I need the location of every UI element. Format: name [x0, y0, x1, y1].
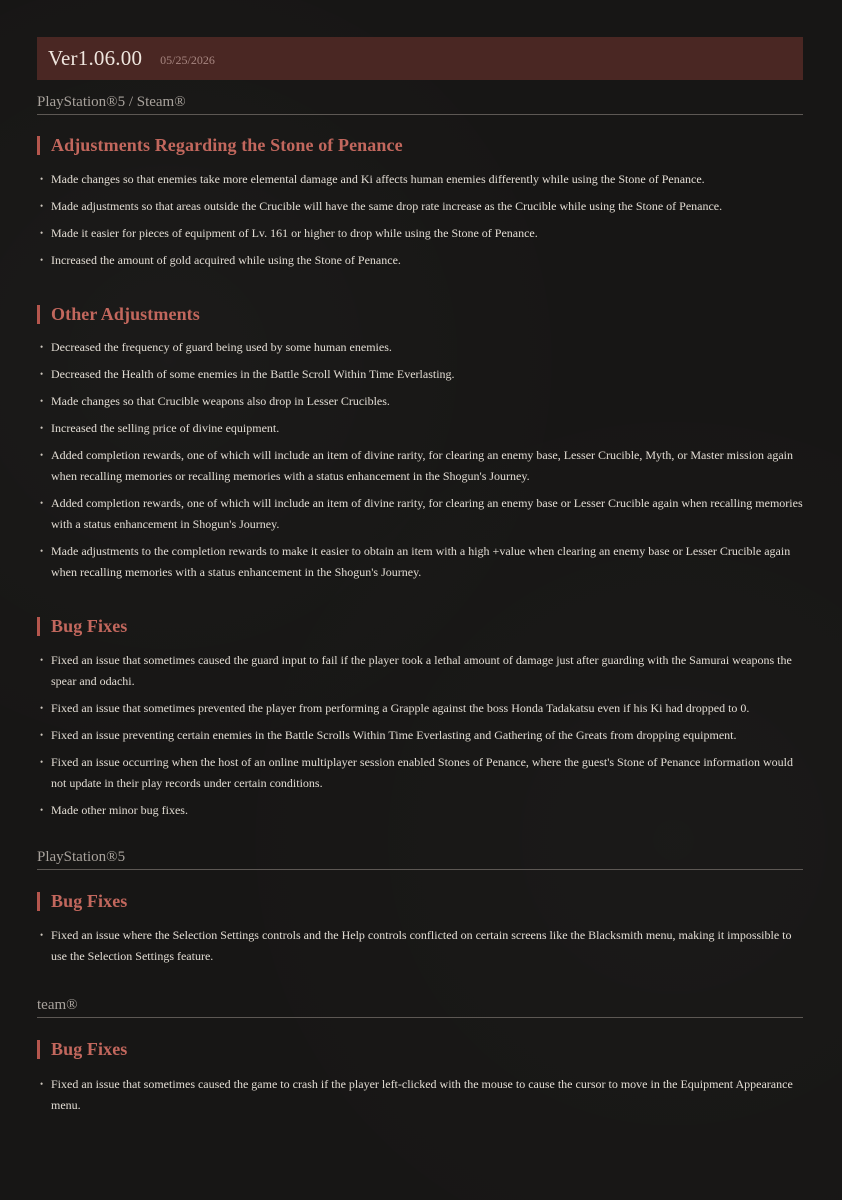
list-item-text: Fixed an issue that sometimes caused the game to crash if the player left-clicked with the mouse to cause the cursor to move in the Equipment Appearance menu. — [51, 1077, 793, 1112]
version-date: 05/25/2026 — [160, 53, 215, 67]
item-list — [37, 1074, 803, 1116]
platform-label: PlayStation®5 — [37, 848, 803, 870]
section-title: Other Adjustments — [51, 303, 200, 324]
bullet-icon: • — [40, 930, 44, 940]
version-title: Ver1.06.00 — [48, 46, 143, 70]
item-list — [37, 925, 803, 967]
bullet-icon: • — [40, 655, 44, 665]
section-title: Bug Fixes — [51, 890, 128, 911]
list-item — [37, 364, 803, 385]
section-marker — [37, 1040, 40, 1059]
bullet-icon: • — [40, 703, 44, 713]
bullet-icon: • — [40, 342, 44, 352]
list-item-text: Fixed an issue that sometimes prevented the player from performing a Grapple against the boss Honda Tadakatsu even if his Ki had dropped to 0. — [51, 701, 750, 715]
section-title: Bug Fixes — [51, 1038, 128, 1059]
item-list — [37, 337, 803, 583]
list-item-text: Added completion rewards, one of which will include an item of divine rarity, for clearing an enemy base, Lesser Crucible, Myth, or Master mission again when recalling memories or recalling memories with a status enhancement in the Shogun's Journey. — [51, 448, 794, 483]
list-item-text: Fixed an issue preventing certain enemies in the Battle Scrolls Within Time Everlasting and Gathering of the Greats from dropping equipment. — [51, 728, 737, 742]
list-item-text: Added completion rewards, one of which will include an item of divine rarity, for clearing an enemy base or Lesser Crucible again when recalling memories with a status enhancement in Shogun's Journey. — [51, 496, 803, 531]
list-item — [37, 196, 803, 217]
list-item-text: Made adjustments so that areas outside the Crucible will have the same drop rate increase as the Crucible while using the Stone of Penance. — [51, 199, 723, 213]
bullet-icon: • — [40, 255, 44, 265]
list-item — [37, 250, 803, 271]
list-item-text: Increased the amount of gold acquired while using the Stone of Penance. — [51, 253, 401, 267]
list-item-text: Made adjustments to the completion rewards to make it easier to obtain an item with a high +value when clearing an enemy base or Lesser Crucible again when recalling memories with a status enhancement in the Shogun's Journey. — [51, 544, 791, 579]
platform-block-ps5-steam — [37, 93, 803, 821]
list-item — [37, 725, 803, 746]
bullet-icon: • — [40, 757, 44, 767]
list-item-text: Made other minor bug fixes. — [51, 803, 188, 817]
bullet-icon: • — [40, 369, 44, 379]
section-stone-of-penance — [37, 135, 803, 271]
section-heading — [37, 891, 803, 911]
list-item-text: Fixed an issue that sometimes caused the guard input to fail if the player took a lethal amount of damage just after guarding with the Samurai weapons the spear and odachi. — [51, 653, 792, 688]
list-item — [37, 752, 803, 794]
section-other-adjustments — [37, 304, 803, 583]
list-item — [37, 391, 803, 412]
list-item-text: Fixed an issue occurring when the host of an online multiplayer session enabled Stones of Penance, where the guest's Stone of Penance information would not update in their play records under certain conditions. — [51, 755, 793, 790]
section-marker — [37, 617, 40, 636]
list-item — [37, 223, 803, 244]
bullet-icon: • — [40, 1079, 44, 1089]
list-item — [37, 541, 803, 583]
platform-label: team® — [37, 996, 803, 1018]
list-item — [37, 925, 803, 967]
list-item — [37, 418, 803, 439]
version-header — [37, 37, 803, 80]
list-item-text: Fixed an issue where the Selection Settings controls and the Help controls conflicted on certain screens like the Blacksmith menu, making it impossible to use the Selection Settings feature. — [51, 928, 792, 963]
item-list — [37, 169, 803, 271]
section-heading — [37, 304, 803, 324]
list-item — [37, 169, 803, 190]
bullet-icon: • — [40, 546, 44, 556]
list-item-text: Decreased the frequency of guard being used by some human enemies. — [51, 340, 392, 354]
platform-block-steam — [37, 996, 803, 1116]
section-bug-fixes — [37, 891, 803, 967]
bullet-icon: • — [40, 730, 44, 740]
bullet-icon: • — [40, 396, 44, 406]
section-bug-fixes — [37, 1039, 803, 1116]
list-item — [37, 445, 803, 487]
section-bug-fixes — [37, 616, 803, 821]
list-item-text: Made changes so that Crucible weapons also drop in Lesser Crucibles. — [51, 394, 390, 408]
list-item-text: Increased the selling price of divine equipment. — [51, 421, 280, 435]
list-item — [37, 800, 803, 821]
list-item-text: Decreased the Health of some enemies in the Battle Scroll Within Time Everlasting. — [51, 367, 455, 381]
platform-block-ps5 — [37, 848, 803, 967]
section-title: Adjustments Regarding the Stone of Penance — [51, 134, 403, 155]
item-list — [37, 650, 803, 821]
list-item — [37, 493, 803, 535]
section-heading — [37, 135, 803, 155]
section-marker — [37, 305, 40, 324]
list-item-text: Made it easier for pieces of equipment of Lv. 161 or higher to drop while using the Stone of Penance. — [51, 226, 538, 240]
bullet-icon: • — [40, 228, 44, 238]
bullet-icon: • — [40, 498, 44, 508]
section-marker — [37, 136, 40, 155]
bullet-icon: • — [40, 423, 44, 433]
section-heading — [37, 1039, 803, 1059]
bullet-icon: • — [40, 450, 44, 460]
bullet-icon: • — [40, 201, 44, 211]
list-item — [37, 337, 803, 358]
list-item-text: Made changes so that enemies take more elemental damage and Ki affects human enemies differently while using the Stone of Penance. — [51, 172, 705, 186]
section-title: Bug Fixes — [51, 615, 128, 636]
bullet-icon: • — [40, 805, 44, 815]
list-item — [37, 650, 803, 692]
platform-label: PlayStation®5 / Steam® — [37, 93, 803, 115]
section-heading — [37, 616, 803, 636]
list-item — [37, 698, 803, 719]
list-item — [37, 1074, 803, 1116]
patch-notes — [37, 0, 803, 1116]
bullet-icon: • — [40, 174, 44, 184]
section-marker — [37, 892, 40, 911]
